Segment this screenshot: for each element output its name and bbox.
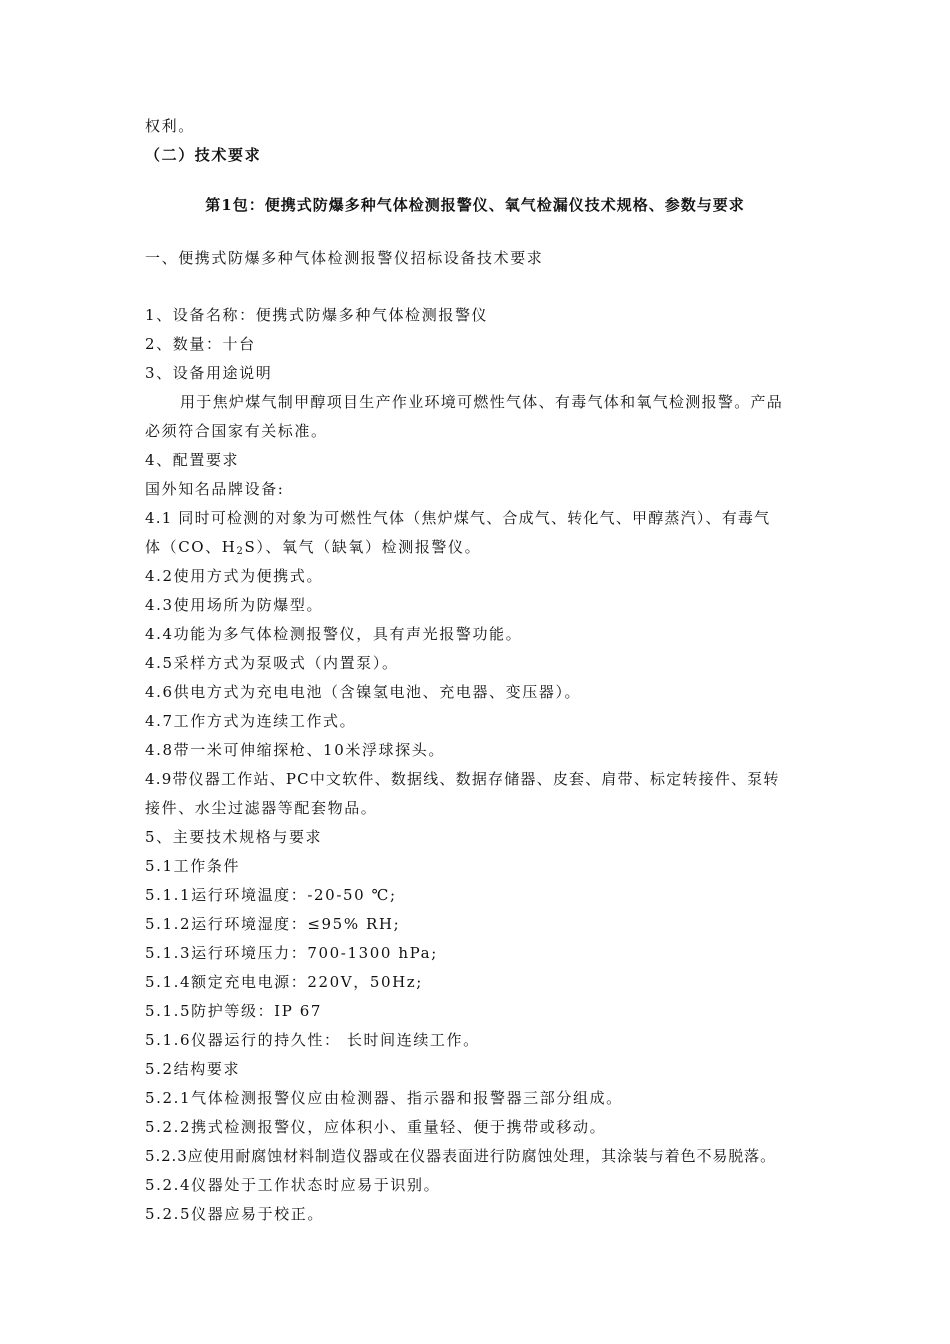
intro-tail-text: 权利。 (145, 117, 195, 135)
spec-5-1-3: 5.1.3运行环境压力：700-1300 hPa; (145, 944, 438, 962)
config-4-1-line-2-pre: 体（CO、H (145, 538, 237, 556)
config-4-9-line-2: 接件、水尘过滤器等配套物品。 (145, 799, 378, 817)
spec-5-1-5: 5.1.5防护等级：IP 67 (145, 1002, 323, 1020)
config-4-1-line-2 (145, 537, 481, 557)
item-4: 4、配置要求 (145, 451, 240, 469)
config-4-4: 4.4功能为多气体检测报警仪，具有声光报警功能。 (145, 625, 523, 643)
spec-5-1-6: 5.1.6仪器运行的持久性： 长时间连续工作。 (145, 1031, 480, 1049)
config-4-9-line-1: 4.9带仪器工作站、PC中文软件、数据线、数据存储器、皮套、肩带、标定转接件、泵转 (145, 770, 780, 788)
section-heading: （二）技术要求 (145, 146, 262, 164)
package-title: 第1包：便携式防爆多种气体检测报警仪、氧气检漏仪技术规格、参数与要求 (205, 196, 745, 214)
config-4-1-line-2-post: S）、氧气（缺氧）检测报警仪。 (244, 538, 482, 556)
spec-5-1-4: 5.1.4额定充电电源：220V，50Hz; (145, 973, 423, 991)
config-4-1-line-1: 4.1 同时可检测的对象为可燃性气体（焦炉煤气、合成气、转化气、甲醇蒸汽）、有毒气 (145, 509, 771, 527)
spec-5-2-3: 5.2.3应使用耐腐蚀材料制造仪器或在仪器表面进行防腐蚀处理，其涂装与着色不易脱落。 (145, 1147, 776, 1165)
item-1: 1、设备名称：便携式防爆多种气体检测报警仪 (145, 306, 489, 324)
usage-line-1: 用于焦炉煤气制甲醇项目生产作业环境可燃性气体、有毒气体和氧气检测报警。产品 (180, 393, 784, 411)
spec-5-2: 5.2结构要求 (145, 1060, 241, 1078)
config-4-5: 4.5采样方式为泵吸式（内置泵）。 (145, 654, 399, 672)
spec-5-2-2: 5.2.2携式检测报警仪，应体积小、重量轻、便于携带或移动。 (145, 1118, 607, 1136)
part1-heading: 一、便携式防爆多种气体检测报警仪招标设备技术要求 (145, 249, 544, 267)
config-4-7: 4.7工作方式为连续工作式。 (145, 712, 357, 730)
h2s-subscript: 2 (236, 546, 245, 557)
item-3: 3、设备用途说明 (145, 364, 273, 382)
spec-5-2-5: 5.2.5仪器应易于校正。 (145, 1205, 324, 1223)
spec-5-2-4: 5.2.4仪器处于工作状态时应易于识别。 (145, 1176, 441, 1194)
usage-line-2: 必须符合国家有关标准。 (145, 422, 328, 440)
config-4-3: 4.3使用场所为防爆型。 (145, 596, 324, 614)
config-4-6: 4.6供电方式为充电电池（含镍氢电池、充电器、变压器）。 (145, 683, 582, 701)
spec-5-1-1: 5.1.1运行环境温度：-20-50 ℃; (145, 886, 397, 904)
config-intro: 国外知名品牌设备: (145, 480, 285, 498)
item-5: 5、主要技术规格与要求 (145, 828, 323, 846)
spec-5-1: 5.1工作条件 (145, 857, 241, 875)
item-2: 2、数量：十台 (145, 335, 256, 353)
spec-5-1-2: 5.1.2运行环境湿度：≤95% RH; (145, 915, 401, 933)
config-4-2: 4.2使用方式为便携式。 (145, 567, 324, 585)
spec-5-2-1: 5.2.1气体检测报警仪应由检测器、指示器和报警器三部分组成。 (145, 1089, 623, 1107)
config-4-8: 4.8带一米可伸缩探枪、10米浮球探头。 (145, 741, 445, 759)
